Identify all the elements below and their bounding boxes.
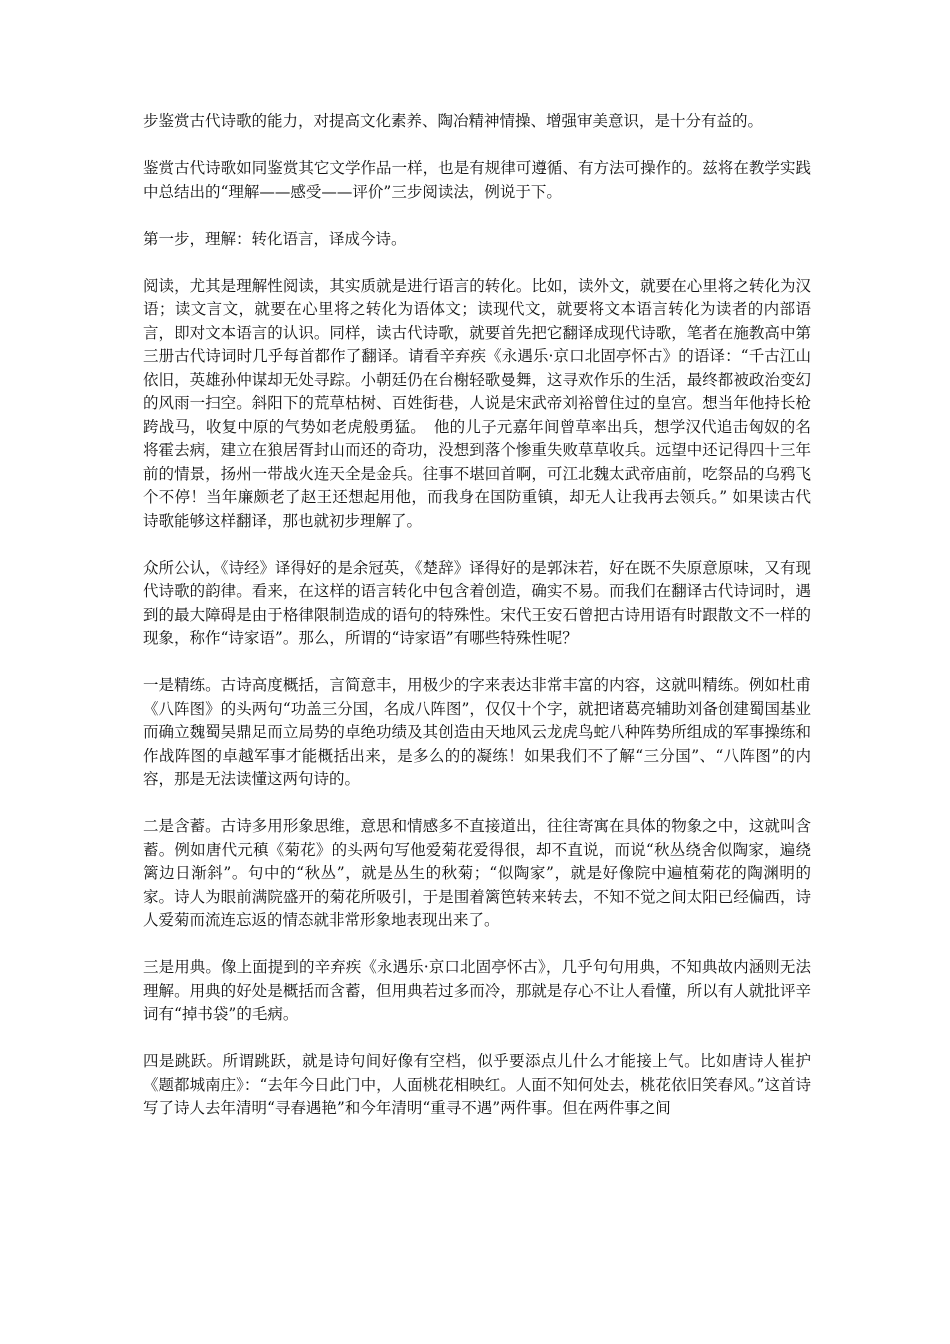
paragraph-intro-end: 步鉴赏古代诗歌的能力，对提高文化素养、陶冶精神情操、增强审美意识，是十分有益的。 <box>143 112 764 130</box>
document-page <box>143 110 811 1144</box>
paragraph-poetic-language: 众所公认，《诗经》译得好的是余冠英，《楚辞》译得好的是郭沫若，好在既不失原意原味，又有现代诗歌的韵律。看来，在这样的语言转化中包含着创造，确实不易。而我们在翻译古代诗词时，遇到的最大障碍是由于格律限制造成的语句的特殊性。宋代王安石曾把古诗用语有时跟散文不一样的现象，称作“诗家语”。那么，所谓的“诗家语”有哪些特殊性呢？ <box>143 558 811 647</box>
paragraph-concision: 一是精练。古诗高度概括，言简意丰，用极少的字来表达非常丰富的内容，这就叫精练。例如杜甫《八阵图》的头两句“功盖三分国，名成八阵图”，仅仅十个字，就把诸葛亮辅助刘备创建蜀国基业而确立魏蜀吴鼎足而立局势的卓绝功绩及其创造由天地风云龙虎鸟蛇八种阵势所组成的军事操练和作战阵图的卓越军事才能概括出来，是多么的的凝练！如果我们不了解“三分国”、“八阵图”的内容，那是无法读懂这两句诗的。 <box>143 676 811 788</box>
paragraph-implicitness: 二是含蓄。古诗多用形象思维，意思和情感多不直接道出，往往寄寓在具体的物象之中，这就叫含蓄。例如唐代元稹《菊花》的头两句写他爱菊花爱得很，却不直说，而说“秋丛绕舍似陶家，遍绕篱边日渐斜”。句中的“秋丛”，就是丛生的秋菊；“似陶家”，就是好像院中遍植菊花的陶渊明的家。诗人为眼前满院盛开的菊花所吸引，于是围着篱笆转来转去，不知不觉之间太阳已经偏西，诗人爱菊而流连忘返的情态就非常形象地表现出来了。 <box>143 817 811 929</box>
paragraph-allusion: 三是用典。像上面提到的辛弃疾《永遇乐·京口北固亭怀古》，几乎句句用典，不知典故内涵则无法理解。用典的好处是概括而含蓄，但用典若过多而冷，那就是存心不让人看懂，所以有人就批评辛词有“掉书袋”的毛病。 <box>143 958 811 1023</box>
paragraph-method-intro: 鉴赏古代诗歌如同鉴赏其它文学作品一样，也是有规律可遵循、有方法可操作的。兹将在教学实践中总结出的“理解——感受——评价”三步阅读法，例说于下。 <box>143 159 811 201</box>
paragraph-step-one-heading: 第一步，理解：转化语言，译成今诗。 <box>143 229 407 248</box>
paragraph-leap: 四是跳跃。所谓跳跃，就是诗句间好像有空档，似乎要添点儿什么才能接上气。比如唐诗人崔护《题都城南庄》：“去年今日此门中，人面桃花相映红。人面不知何处去，桃花依旧笑春风。”这首诗写了诗人去年清明“寻春遇艳”和今年清明“重寻不遇”两件事。但在两件事之间 <box>143 1052 811 1117</box>
paragraph-translation-example: 阅读，尤其是理解性阅读，其实质就是进行语言的转化。比如，读外文，就要在心里将之转化为汉语；读文言文，就要在心里将之转化为语体文；读现代文，就要将文本语言转化为读者的内部语言，即对文本语言的认识。同样，读古代诗歌，就要首先把它翻译成现代诗歌，笔者在施教高中第三册古代诗词时几乎每首都作了翻译。请看辛弃疾《永遇乐·京口北固亭怀古》的语译：“千古江山依旧，英雄孙仲谋却无处寻踪。小朝廷仍在台榭轻歌曼舞，这寻欢作乐的生活，最终都被政治变幻的风雨一扫空。斜阳下的荒草枯树、百姓街巷，人说是宋武帝刘裕曾住过的皇宫。想当年他持长枪跨战马，收复中原的气势如老虎般勇猛。 他的儿子元嘉年间曾草率出兵，想学汉代追击匈奴的名将霍去病，建立在狼居胥封山而还的奇功，没想到落个惨重失败草草收兵。远望中还记得四十三年前的情景，扬州一带战火连天全是金兵。往事不堪回首啊，可江北魏太武帝庙前，吃祭品的乌鸦飞个不停！当年廉颇老了赵王还想起用他，而我身在国防重镇，却无人让我再去领兵。” 如果读古代诗歌能够这样翻译，那也就初步理解了。 <box>143 276 811 530</box>
